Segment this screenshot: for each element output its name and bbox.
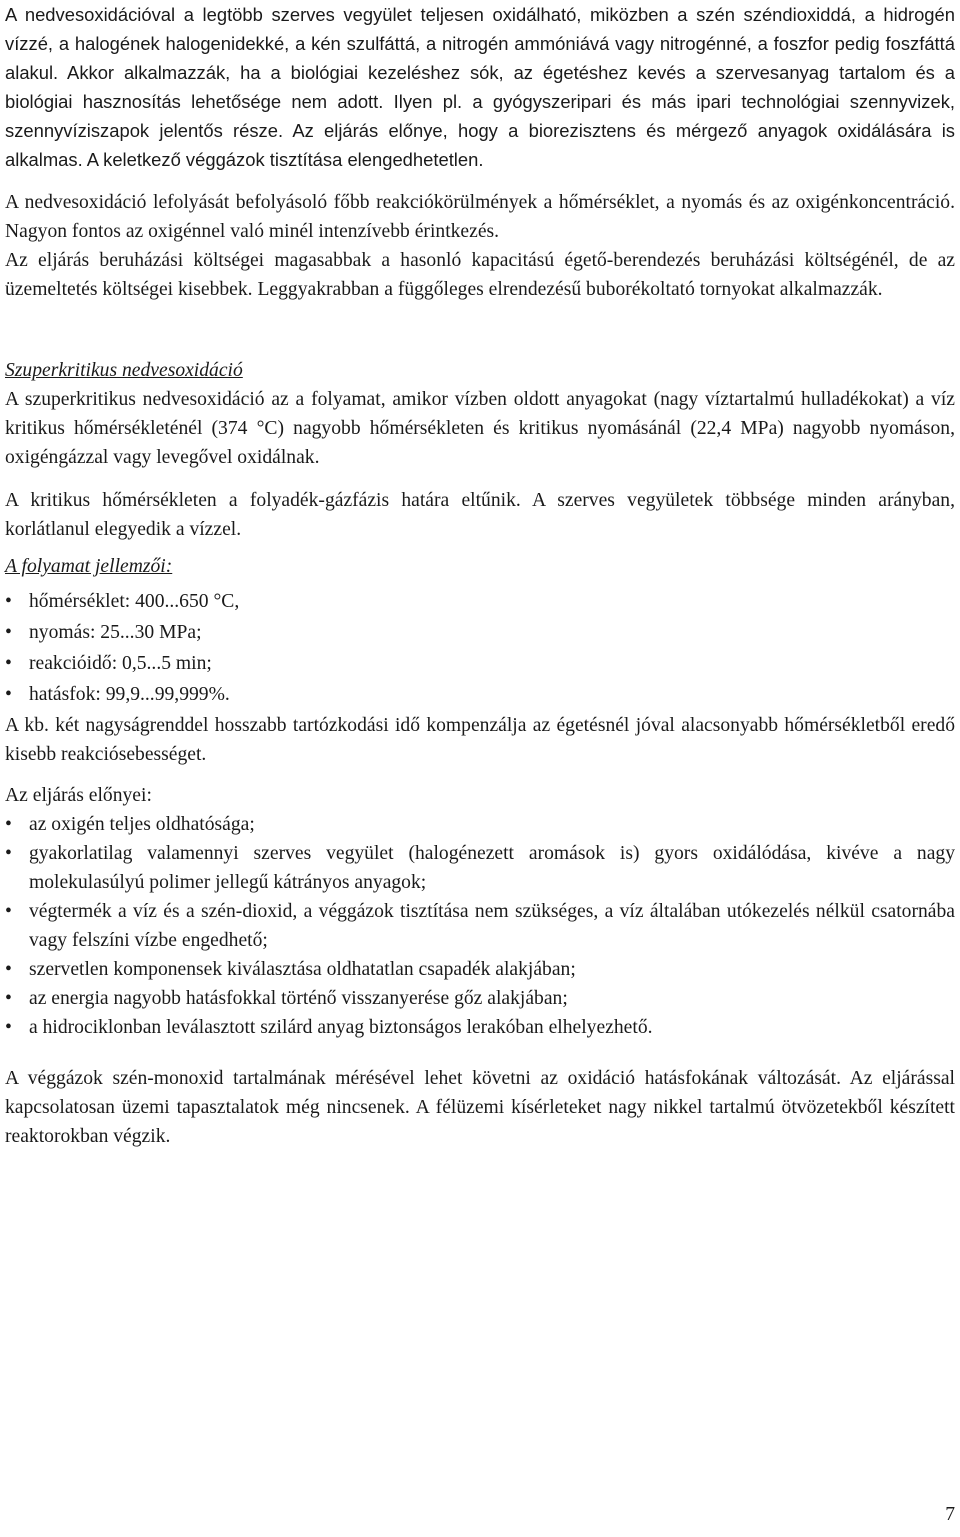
intro-paragraph-2: A nedvesoxidáció lefolyását befolyásoló főbb reakciókörülmények a hőmérséklet, a nyomás és az oxigénkoncentráció. Nagyon fontos az oxigénnel való minél intenzívebb érintkezés. (5, 192, 955, 242)
list-item: • nyomás: 25...30 MPa; (5, 618, 955, 647)
list-item: • gyakorlatilag valamennyi szerves vegyület (halogénezett aromások is) gyors oxidálódása, kivéve a nagy molekulasúlyú polimer jellegű kátrányos anyagok; (5, 839, 955, 897)
page-number: 7 (945, 1504, 955, 1525)
process-parameters-list (5, 587, 955, 709)
list-item: • hőmérséklet: 400...650 °C, (5, 587, 955, 616)
supercritical-paragraph-2: A kritikus hőmérsékleten a folyadék-gázfázis határa eltűnik. A szerves vegyületek többsége minden arányban, korlátlanul elegyedik a vízzel. (5, 490, 955, 540)
list-item: • hatásfok: 99,9...99,999%. (5, 680, 955, 709)
list-item: • reakcióidő: 0,5...5 min; (5, 649, 955, 678)
list-item: • végtermék a víz és a szén-dioxid, a véggázok tisztítása nem szükséges, a víz általában utókezelés nélkül csatornába vagy felszíni vízbe engedhető; (5, 897, 955, 955)
section-heading: Szuperkritikus nedvesoxidáció (5, 360, 243, 381)
supercritical-paragraph-4: A véggázok szén-monoxid tartalmának mérésével lehet követni az oxidáció hatásfokának változását. Az eljárással kapcsolatosan üzemi tapasztalatok még nincsenek. A félüzemi kísérleteket nagy nikkel tartalmú ötvözetekből készített reaktorokban végzik. (5, 1068, 955, 1147)
list-item: • szervetlen komponensek kiválasztása oldhatatlan csapadék alakjában; (5, 955, 955, 984)
supercritical-paragraph-1: A szuperkritikus nedvesoxidáció az a folyamat, amikor vízben oldott anyagokat (nagy víztartalmú hulladékokat) a víz kritikus hőmérsékleténél (374 °C) nagyobb hőmérsékleten és kritikus nyomásánál (22,4 MPa) nagyobb nyomáson, oxigéngázzal vagy levegővel oxidálnak. (5, 389, 955, 468)
advantages-heading: Az eljárás előnyei: (5, 785, 152, 806)
process-characteristics-heading: A folyamat jellemzői: (5, 556, 173, 577)
supercritical-paragraph-3: A kb. két nagyságrenddel hosszabb tartózkodási idő kompenzálja az égetésnél jóval alacsonyabb hőmérsékletből eredő kisebb reakciósebességet. (5, 715, 955, 765)
list-item: • a hidrociklonban leválasztott szilárd anyag biztonságos lerakóban elhelyezhető. (5, 1013, 955, 1042)
document-page (5, 0, 955, 1151)
intro-paragraph-3: Az eljárás beruházási költségei magasabbak a hasonló kapacitású égető-berendezés beruházási költségénél, de az üzemeltetés költségei kisebbek. Leggyakrabban a függőleges elrendezésű buborékoltató tornyokat alkalmazzák. (5, 250, 955, 300)
list-item: • az energia nagyobb hatásfokkal történő visszanyerése gőz alakjában; (5, 984, 955, 1013)
intro-paragraph-1: A nedvesoxidációval a legtöbb szerves vegyület teljesen oxidálható, miközben a szén széndioxiddá, a hidrogén vízzé, a halogének halogenidekké, a kén szulfáttá, a nitrogén ammóniává vagy nitrogénné, a foszfor pedig foszfáttá alakul. Akkor alkalmazzák, ha a biológiai kezeléshez sók, az égetéshez kevés a szervesanyag tartalom és a biológiai hasznosítás lehetősége nem adott. Ilyen pl. a gyógyszeripari és más ipari technológiai szennyvizek, szennyvíziszapok jelentős része. Az eljárás előnye, hogy a biorezisztens és mérgező anyagok oxidálására is alkalmas. A keletkező véggázok tisztítása elengedhetetlen. (5, 4, 955, 170)
list-item: • az oxigén teljes oldhatósága; (5, 810, 955, 839)
advantages-list (5, 810, 955, 1042)
